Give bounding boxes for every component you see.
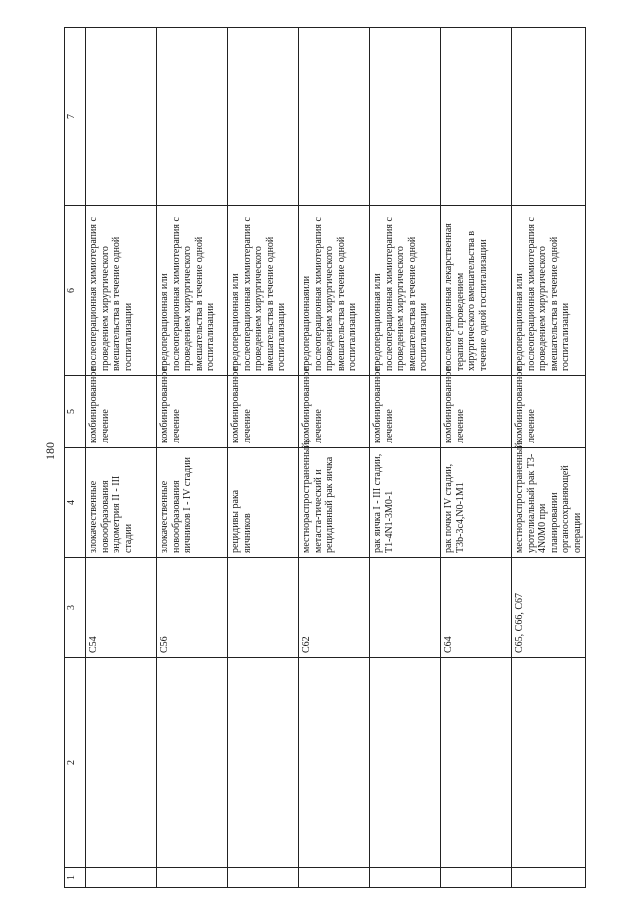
cell-col-7 — [157, 28, 228, 206]
cell-col-1 — [299, 868, 370, 888]
cell-code — [228, 558, 299, 658]
cell-col-7 — [441, 28, 512, 206]
cell-code: C64 — [441, 558, 512, 658]
cell-col-1 — [512, 868, 586, 888]
cell-treatment-type: комбинированное лечение — [228, 376, 299, 448]
cell-method: предоперационнаяили послеоперационная химиотерапия с проведением хирургического вмешательства в течение одной госпитализации — [299, 206, 370, 376]
table-row — [86, 28, 157, 888]
table-header-row — [65, 28, 86, 888]
cell-diagnosis: рак почки IV стадии, T3b-3c4,N0-1M1 — [441, 448, 512, 558]
cell-code — [370, 558, 441, 658]
cell-code: C65, C66, C67 — [512, 558, 586, 658]
table-row — [370, 28, 441, 888]
treatment-table — [64, 27, 586, 888]
cell-diagnosis: злокачественные новообразования эндометрия II - III стадии — [86, 448, 157, 558]
cell-col-1 — [370, 868, 441, 888]
cell-treatment-type: комбинированное лечение — [441, 376, 512, 448]
table-row — [299, 28, 370, 888]
cell-diagnosis: местнораспространенный уротелиальный рак T3-4N0M0 при планировании органосохраняющей операции — [512, 448, 586, 558]
header-col-7: 7 — [65, 28, 86, 206]
cell-col-2 — [157, 658, 228, 868]
cell-code: C54 — [86, 558, 157, 658]
cell-col-7 — [512, 28, 586, 206]
cell-diagnosis: рецидивы рака яичников — [228, 448, 299, 558]
header-col-3: 3 — [65, 558, 86, 658]
cell-diagnosis: рак яичка I - III стадии, T1-4N1-3M0-1 — [370, 448, 441, 558]
cell-code: C62 — [299, 558, 370, 658]
table-row — [228, 28, 299, 888]
page-number: 180 — [43, 442, 57, 460]
cell-code: C56 — [157, 558, 228, 658]
cell-col-1 — [157, 868, 228, 888]
cell-treatment-type: комбинированное лечение — [157, 376, 228, 448]
cell-treatment-type: комбинированное лечение — [370, 376, 441, 448]
header-col-5: 5 — [65, 376, 86, 448]
cell-method: предоперационная или послеоперационная химиотерапия с проведением хирургического вмешательства в течение одной госпитализации — [228, 206, 299, 376]
document-table-container — [64, 28, 624, 888]
cell-col-2 — [228, 658, 299, 868]
table-row — [157, 28, 228, 888]
cell-col-2 — [86, 658, 157, 868]
cell-col-1 — [441, 868, 512, 888]
cell-col-2 — [441, 658, 512, 868]
cell-col-2 — [370, 658, 441, 868]
header-col-2: 2 — [65, 658, 86, 868]
cell-treatment-type: комбинированное лечение — [512, 376, 586, 448]
cell-diagnosis: местнораспространенный, метаста-тический и рецидивный рак яичка — [299, 448, 370, 558]
cell-col-2 — [299, 658, 370, 868]
cell-method: послеоперационная лекарственная терапия с проведением хирургического вмешательства в течение одной госпитализации — [441, 206, 512, 376]
cell-col-2 — [512, 658, 586, 868]
header-col-6: 6 — [65, 206, 86, 376]
cell-col-7 — [299, 28, 370, 206]
cell-col-1 — [86, 868, 157, 888]
cell-treatment-type: комбинированное лечение — [86, 376, 157, 448]
cell-col-7 — [370, 28, 441, 206]
cell-method: послеоперационная химиотерапия с проведением хирургического вмешательства в течение одной госпитализации — [86, 206, 157, 376]
header-col-4: 4 — [65, 448, 86, 558]
cell-method: предоперационная или послеоперационная химиотерапия с проведением хирургического вмешательства в течение одной госпитализации — [370, 206, 441, 376]
cell-method: предоперационная или послеоперационная химиотерапия с проведением хирургического вмешательства в течение одной госпитализации — [512, 206, 586, 376]
table-row — [441, 28, 512, 888]
cell-col-7 — [228, 28, 299, 206]
cell-col-1 — [228, 868, 299, 888]
cell-col-7 — [86, 28, 157, 206]
cell-diagnosis: злокачественные новообразования яичников I - IV стадии — [157, 448, 228, 558]
cell-treatment-type: комбинированное лечение — [299, 376, 370, 448]
table-row — [512, 28, 586, 888]
cell-method: предоперационная или послеоперационная химиотерапия с проведением хирургического вмешательства в течение одной госпитализации — [157, 206, 228, 376]
header-col-1: 1 — [65, 868, 86, 888]
